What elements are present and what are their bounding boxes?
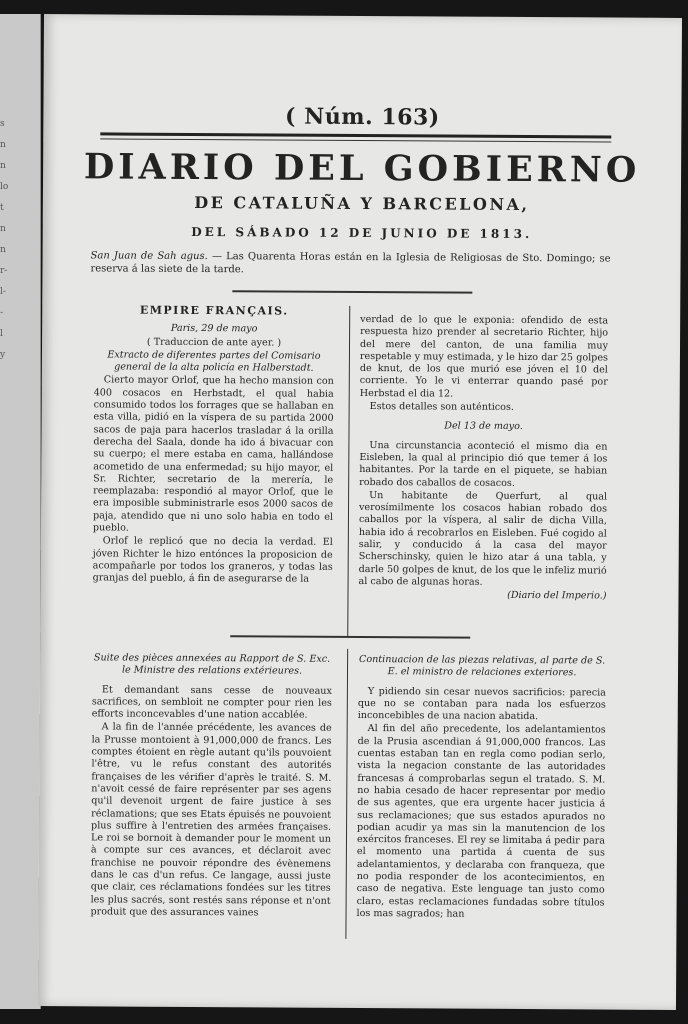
spanish-section-title: Continuacion de las piezas relativas, al parte de S. E. el ministro de relaciones exteriores. xyxy=(358,653,606,679)
announcement: San Juan de Sah agus. — Las Quarenta Horas están en la Iglesia de Religiosas de Sto. Domingo; se reserva á las siete de la tarde. xyxy=(90,250,611,276)
article-paragraph: Orlof le replicó que no decia la verdad. El jóven Richter le hizo entónces la proposicion de acompañarle por todos los graneros, y todas las granjas del pueblo, á fin de asegurarse de la xyxy=(92,535,333,585)
masthead-subtitle: DE CATALUÑA Y BARCELONA, xyxy=(194,192,530,215)
header-rule xyxy=(100,132,611,138)
newspaper-page xyxy=(38,14,682,1010)
column-left-lower xyxy=(91,652,333,921)
article-source: (Diario del Imperio.) xyxy=(507,590,607,602)
column-left-upper xyxy=(93,304,335,587)
column-divider xyxy=(347,306,350,636)
translation-note: ( Traduccion de ante ayer. ) xyxy=(146,336,282,349)
article-paragraph: Y pidiendo sin cesar nuevos sacrificios: parecia que no se contaban para nada los esfuerzos inconcebibles de una nacion abatida. xyxy=(357,685,606,723)
date-line: DEL SÁBADO 12 DE JUNIO DE 1813. xyxy=(191,224,533,242)
header-rule-thin xyxy=(100,138,611,142)
section-separator xyxy=(230,635,470,638)
saint-of-day: San Juan de Sah agus. xyxy=(90,250,208,263)
left-page-edge xyxy=(0,14,41,1009)
article-paragraph: Estos detalles son auténticos. xyxy=(369,401,514,414)
section-heading: EMPIRE FRANÇAIS. xyxy=(139,303,289,318)
column-divider xyxy=(345,649,348,939)
article-paragraph: Una circunstancia aconteció el mismo dia en Eisleben, la qual al principio dió que temer á los habitantes. Por la tarde en el piquete, se habian robado dos caballos de cosacos. xyxy=(359,439,608,489)
announcement-text: Las Quarenta Horas están en la Iglesia de Religiosas de Sto. Domingo; se reserva á las siete de la tarde. xyxy=(90,251,611,276)
article-paragraph: Et demandant sans cesse de nouveaux sacrifices, on sembloit ne compter pour rien les efforts inconcevables d'une nation accablée. xyxy=(91,684,332,721)
article-paragraph: Al fin del año precedente, los adelantamientos de la Prusia ascendian á 91,000,000 francos. Las cuentas estaban tan en regla como podian serlo, vista la negacion constante de las autoridades francesas á comprobarlas segun el tratado. S. M. no habia cesado de hacer representar por medio de sus agentes, que era urgente hacer justicia á sus reclamaciones; que sus estados apurados no podian acudir ya mas sin la manutencion de los exércitos franceses. El rey se limitaba á pedir para el momento una partida á cuenta de sus adelantamientos, y declaraba con franqueza, que no podia responder de los acontecimientos, en caso de negativa. Este lenguage tan justo como claro, estas reclamaciones fundadas sobre títulos los mas sagrados; han xyxy=(356,723,606,920)
dateline: Paris, 29 de mayo xyxy=(170,323,258,335)
extract-title: Extracto de diferentes partes del Comisario general de la alta policía en Halberstadt. xyxy=(107,349,321,374)
dateline-2: Del 13 de mayo. xyxy=(444,420,523,433)
article-paragraph: verdad de lo que le exponia: ofendido de esta respuesta hizo prender al secretario Richter, hijo del mere del canton, de una familia muy respetable y muy estimada, y le hizo dar 25 golpes de knut, de los que murió ese jóven el 10 del corriente. Yo le vi enterrar quando pasé por Herbstad el dia 12. xyxy=(359,313,609,400)
masthead-title: DIARIO DEL GOBIERNO xyxy=(83,146,641,191)
section-rule xyxy=(232,290,472,293)
french-section-title: Suite des pièces annexées au Rapport de S. Exc. le Ministre des relations extérieures. xyxy=(93,652,331,677)
column-right-upper xyxy=(358,314,608,604)
article-paragraph: Un habitante de Querfurt, al qual verosímilmente los cosacos habian robado dos caballos por la víspera, al salir de dicha Villa, habia ido á recobrarlos en Eisleben. Fué cogido al salir, y conducido á la casa del mayor Scherschinsky, quien le hizo atar á una tabla, y darle 50 golpes de knut, de los que le infeliz murió al cabo de algunas horas. xyxy=(358,489,608,588)
column-right-lower xyxy=(357,654,607,923)
article-paragraph: A la fin de l'année précédente, les avances de la Prusse montoient à 91,000,000 de francs. Les comptes étoient en règle autant qu'ils pouvoient l'être, vu le refus constant des autorités françaises de les vérifier d'après le traité. S. M. n'avoit cessé de faire représenter par ses agens qu'il devenoit urgent de faire justice à ses réclamations; que ses Etats épuisés ne pouvoient plus suffire à l'entretien des armées françaises. Le roi se bornoit à demander pour le moment un à compte sur ces avances, et déclaroit avec franchise ne pouvoir répondre des évènemens dans le cas d'un refus. Ce langage, aussi juste que clair, ces réclamations fondées sur les titres les plus sacrés, sont restés sans réponse et n'ont produit que des assurances vaines xyxy=(90,721,332,919)
article-paragraph: Cierto mayor Orlof, que ha hecho mansion con 400 cosacos en Herbstadt, el qual habia consumido todos los forrages que se hallaban en esta villa, pidió en la víspera de su partida 2000 sacos de paja para hacerlos trasladar á la orilla derecha del Saala, donde ha ido á bivacuar con su cuerpo; el mere estaba en cama, hallándose acometido de una enfermedad; su hijo mayor, el Sr. Richter, secretario de la merería, le reemplazaba: respondió al mayor Orlof, que le era imposible subministrarle esos 2000 sacos de paja, atendido que ni uno solo habia en todo el pueblo. xyxy=(92,374,334,534)
issue-number: ( Núm. 163) xyxy=(285,103,440,131)
left-page-margin-text: s n n lo t n n r- l- - l y xyxy=(0,119,9,360)
